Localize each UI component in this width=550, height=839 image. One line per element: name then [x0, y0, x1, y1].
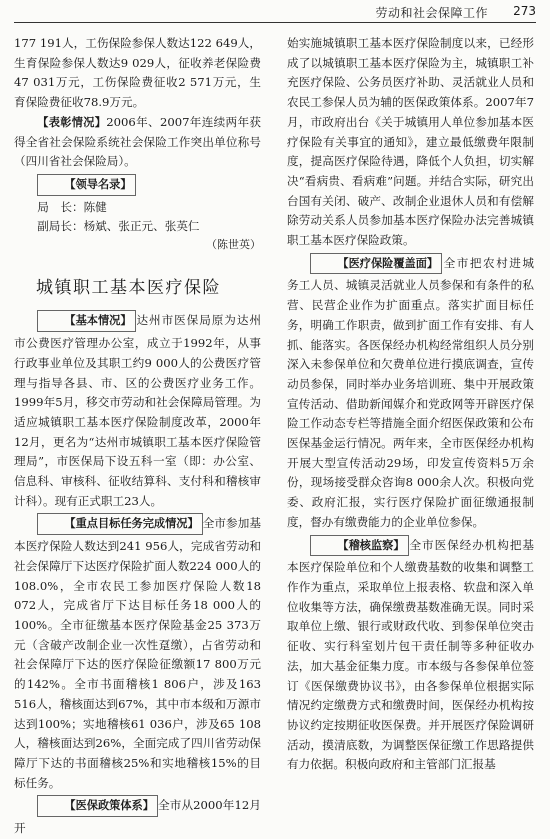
policy-continuation: 始实施城镇职工基本医疗保险制度以来，已经形成了以城镇职工基本医疗保险为主，城镇职工补充医疗保险、公务员医疗补助、灵活就业人员和农民工参保人员为辅的医保政策体系。2007年7月，市政府出台《关于城镇用人单位参加基本医疗保险有关事宜的通知》，建立最低缴费年限制度，提高医疗保险待遇，降低个人负担，切实解决“看病贵、看病难”问题。并结合实际，研究出台国有关闭、破产、改制企业退休人员和有偿解除劳动关系人员参加基本医疗保险办法完善城镇职工基本医疗保险政策。: [287, 36, 534, 248]
page-header: [0, 0, 550, 24]
coverage-text: 全市把农村进城务工人员、城镇灵活就业人员参保和有条件的私营、民营企业作为扩面重点。落实扩面目标任务，明确工作职责，做到扩面工作有安排、有人抓、能落实。各医保经办机构经常组织人员分别深入未参保单位和欠费单位进行摸底调查，宣传动员参保，同时举办业务培训班、集中开展政策宣传活动、借助新闻媒介和党政网等开辟医疗保险工作动态专栏等措施全面介绍医保政策和公布医保基金运行情况。两年来，全市医保经办机构开展大型宣传活动29场，印发宣传资料5万余份，现场接受群众咨询8 000余人次。积极向党委、政府汇报，实行医疗保险扩面征缴通报制度，督办有缴费能力的企业单位参保。: [287, 255, 534, 529]
leaders-heading: [14, 172, 261, 198]
award-text: 2006年、2007年连续两年获得全省社会保险系统社会保险工作突出单位称号（四川省社会保险局）。: [14, 114, 261, 169]
basic-text: 达州市医保局原为达州市公费医疗管理办公室，成立于1992年，从事行政事业单位及其职工约9 000人的公费医疗管理与指导各县、市、区的公费医疗业务工作。1999年5月，移交市劳动和社会保障局管理。为适应城镇职工基本医疗保险制度改革，2000年12月，更名为“达州市城镇职工基本医疗保险管理局”，市医保局下设五科一室（即：办公室、信息科、审核科、征收结算科、支付科和稽核审计科）。现有正式职工23人。: [14, 313, 261, 508]
audit-tag: 【稽核监察】: [310, 535, 408, 557]
left-column: [14, 34, 261, 836]
director-line: 局 长：陈健: [37, 199, 107, 214]
running-head-title: 劳动和社会保障工作: [375, 6, 488, 20]
target-tag: 【重点目标任务完成情况】: [37, 513, 202, 535]
right-column: [287, 34, 534, 806]
policy-paragraph: [14, 793, 261, 838]
page-number: 273: [513, 4, 536, 18]
basic-tag: 【基本情况】: [37, 310, 135, 332]
target-text: 全市参加基本医疗保险人数达到241 956人，完成省劳动和社会保障厅下达医疗保险扩面人数224 000人的108.0%，全市农民工参加医疗保险人数18 072人，完成省厅下达目标任务18 000人的100%。全市征缴基本医疗保险基金25 373万元（含破产改制企业一次性趸缴），占省劳动和社会保障厅下达的医疗保险征缴额17 800万元的142%。全市书面稽核1 806户，涉及163 516人，稽核面达到67%，其中市本级和万源市达到100%；实地稽核61 036户，涉及65 108人，稽核面达到26%，全面完成了四川省劳动保障厅下达的书面稽核25%和实地稽核15%的目标任务。: [14, 516, 261, 790]
award-tag: 【表彰情况】: [37, 115, 107, 129]
header-rule: [14, 22, 536, 23]
coverage-tag: 【医疗保险覆盖面】: [310, 253, 442, 275]
policy-text: 全市从2000年12月开: [14, 798, 261, 836]
policy-tag: 【医保政策体系】: [37, 795, 158, 817]
intro-paragraph: 177 191人，工伤保险参保人数达122 649人，生育保险参保人数达9 029人，征收养老保险费47 031万元，工伤保险费征收2 571万元，生育保险费征收78.9万元。: [14, 36, 261, 110]
author-signature: （陈世英）: [206, 238, 261, 252]
audit-paragraph: [287, 533, 534, 775]
deputies-line: 副局长：杨斌、张正元、张英仁: [37, 219, 200, 234]
target-paragraph: [14, 511, 261, 793]
coverage-paragraph: [287, 251, 534, 533]
audit-text: 全市医保经办机构把基本医疗保险单位和个人缴费基数的收集和调整工作作为重点，采取单位上报表格、软盘和深入单位收集等方法，确保缴费基数准确无误。同时采取单位上缴、银行或财政代收、到参保单位突击征收、实行科室划片包干责任制等多种征收办法，加大基金征集力度。市本级与各参保单位签订《医保缴费协议书》，由各参保单位根据实际情况约定缴费方式和缴费时间，医保经办机构按协议约定按期征收医保费。并开展医疗保险调研活动，摸清底数，为调整医保征缴工作思路提供有力依据。积极向政府和主管部门汇报基: [287, 537, 534, 772]
section-title: 城镇职工基本医疗保险: [36, 277, 221, 298]
basic-paragraph: [14, 308, 261, 511]
award-paragraph: [14, 113, 261, 172]
leaders-tag: 【领导名录】: [37, 174, 135, 196]
